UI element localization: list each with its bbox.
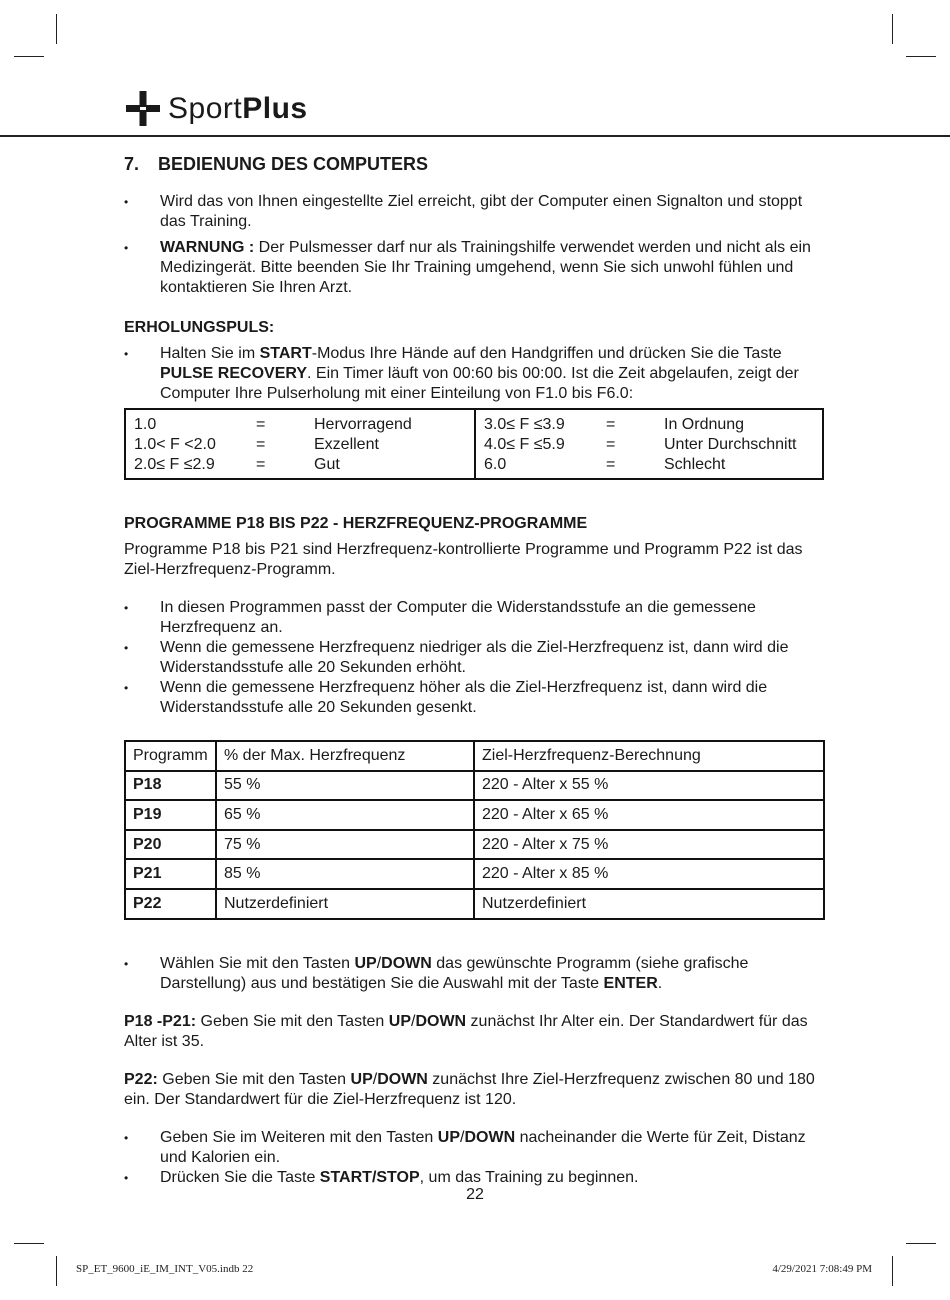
warning-item: • WARNUNG : Der Pulsmesser darf nur als Trainingshilfe verwendet werden und nicht als ein Medizingerät. Bitte beenden Sie Ihr Training umgehend, wenn Sie sich unwohl fühlen und kontaktieren Sie Ihren Arzt. xyxy=(124,238,826,298)
p22-paragraph: P22: Geben Sie mit den Tasten UP/DOWN zunächst Ihre Ziel-Herzfrequenz zwischen 80 und 180 ein. Der Standardwert für die Ziel-Herzfrequenz ist 120. xyxy=(124,1070,815,1108)
percent-cell: Nutzerdefiniert xyxy=(216,889,474,919)
footer-filename: SP_ET_9600_iE_IM_INT_V05.indb 22 xyxy=(76,1263,254,1275)
page-number: 22 xyxy=(466,1186,484,1203)
calc-cell: 220 - Alter x 75 % xyxy=(474,830,824,860)
percent-cell: 55 % xyxy=(216,771,474,801)
grade-row: 6.0 = Schlecht xyxy=(484,456,726,473)
crop-mark xyxy=(906,56,936,57)
calc-cell: 220 - Alter x 65 % xyxy=(474,800,824,830)
programs-heading: PROGRAMME P18 BIS P22 - HERZFREQUENZ-PROGRAMME xyxy=(124,515,588,532)
table-row xyxy=(125,800,824,830)
heart-rate-program-table xyxy=(124,740,825,920)
crop-mark xyxy=(892,1256,893,1286)
header-rule xyxy=(0,135,950,137)
column-header: Ziel-Herzfrequenz-Berechnung xyxy=(474,741,824,771)
list-item: • Wählen Sie mit den Tasten UP/DOWN das gewünschte Programm (siehe grafische Darstellung) aus und bestätigen Sie die Auswahl mit der Taste ENTER. xyxy=(124,954,826,994)
programs-bullet-list xyxy=(124,598,826,718)
grade-row: 3.0≤ F ≤3.9 = In Ordnung xyxy=(484,416,745,433)
grade-row: 2.0≤ F ≤2.9 = Gut xyxy=(134,456,340,473)
list-item: • Halten Sie im START-Modus Ihre Hände auf den Handgriffen und drücken Sie die Taste PULSE RECOVERY. Ein Timer läuft von 00:60 bis 00:00. Ist die Zeit abgelaufen, zeigt der Computer Ihre Pulserholung mit einer Einteilung von F1.0 bis F6.0: xyxy=(124,344,826,404)
p18-p21-paragraph: P18 -P21: Geben Sie mit den Tasten UP/DOWN zunächst Ihr Alter ein. Der Standardwert für das Alter ist 35. xyxy=(124,1012,808,1050)
percent-cell: 65 % xyxy=(216,800,474,830)
program-cell: P20 xyxy=(125,830,216,860)
brand-name: SportPlus xyxy=(168,92,308,125)
table-row xyxy=(125,830,824,860)
grade-row: 1.0< F <2.0 = Exzellent xyxy=(134,436,379,453)
program-cell: P19 xyxy=(125,800,216,830)
list-item: • In diesen Programmen passt der Computer die Widerstandsstufe an die gemessene Herzfrequenz an. xyxy=(124,598,826,638)
crop-mark xyxy=(906,1243,936,1244)
programs-intro: Programme P18 bis P21 sind Herzfrequenz-kontrollierte Programme und Programm P22 ist das Ziel-Herzfrequenz-Programm. xyxy=(124,541,803,578)
intro-bullet-list xyxy=(124,192,826,298)
list-item: • Geben Sie im Weiteren mit den Tasten UP/DOWN nacheinander die Werte für Zeit, Distanz und Kalorien ein. xyxy=(124,1128,826,1168)
list-item: • Wenn die gemessene Herzfrequenz höher als die Ziel-Herzfrequenz ist, dann wird die Widerstandsstufe alle 20 Sekunden gesenkt. xyxy=(124,678,826,718)
column-header: % der Max. Herzfrequenz xyxy=(216,741,474,771)
crop-mark xyxy=(56,14,57,44)
program-cell: P21 xyxy=(125,859,216,889)
program-cell: P18 xyxy=(125,771,216,801)
percent-cell: 85 % xyxy=(216,859,474,889)
crop-mark xyxy=(14,1243,44,1244)
footer-timestamp: 4/29/2021 7:08:49 PM xyxy=(772,1263,872,1275)
list-item: • Wird das von Ihnen eingestellte Ziel erreicht, gibt der Computer einen Signalton und stoppt das Training. xyxy=(124,192,826,232)
grade-column-right xyxy=(474,410,822,478)
crop-mark xyxy=(892,14,893,44)
recovery-heading: ERHOLUNGSPULS: xyxy=(124,319,275,336)
list-item: • Drücken Sie die Taste START/STOP, um das Training zu beginnen. xyxy=(124,1168,826,1188)
table-row xyxy=(125,859,824,889)
brand-logo xyxy=(124,90,308,128)
plus-logo-icon xyxy=(124,90,162,128)
section-title: 7. BEDIENUNG DES COMPUTERS xyxy=(124,154,429,174)
calc-cell: 220 - Alter x 55 % xyxy=(474,771,824,801)
final-bullet-list xyxy=(124,1128,826,1188)
crop-mark xyxy=(14,56,44,57)
table-row xyxy=(125,889,824,919)
list-item: • Wenn die gemessene Herzfrequenz niedriger als die Ziel-Herzfrequenz ist, dann wird die Widerstandsstufe alle 20 Sekunden erhöht. xyxy=(124,638,826,678)
grade-row: 4.0≤ F ≤5.9 = Unter Durchschnitt xyxy=(484,436,797,453)
percent-cell: 75 % xyxy=(216,830,474,860)
column-header: Programm xyxy=(125,741,216,771)
page-content xyxy=(124,154,826,1188)
recovery-bullet-list xyxy=(124,344,826,404)
grade-row: 1.0 = Hervorragend xyxy=(134,416,412,433)
calc-cell: Nutzerdefiniert xyxy=(474,889,824,919)
select-bullet-list xyxy=(124,954,826,994)
table-row xyxy=(125,771,824,801)
recovery-grade-table xyxy=(124,408,824,480)
grade-column-left xyxy=(126,410,474,478)
table-header-row xyxy=(125,741,824,771)
program-cell: P22 xyxy=(125,889,216,919)
calc-cell: 220 - Alter x 85 % xyxy=(474,859,824,889)
crop-mark xyxy=(56,1256,57,1286)
